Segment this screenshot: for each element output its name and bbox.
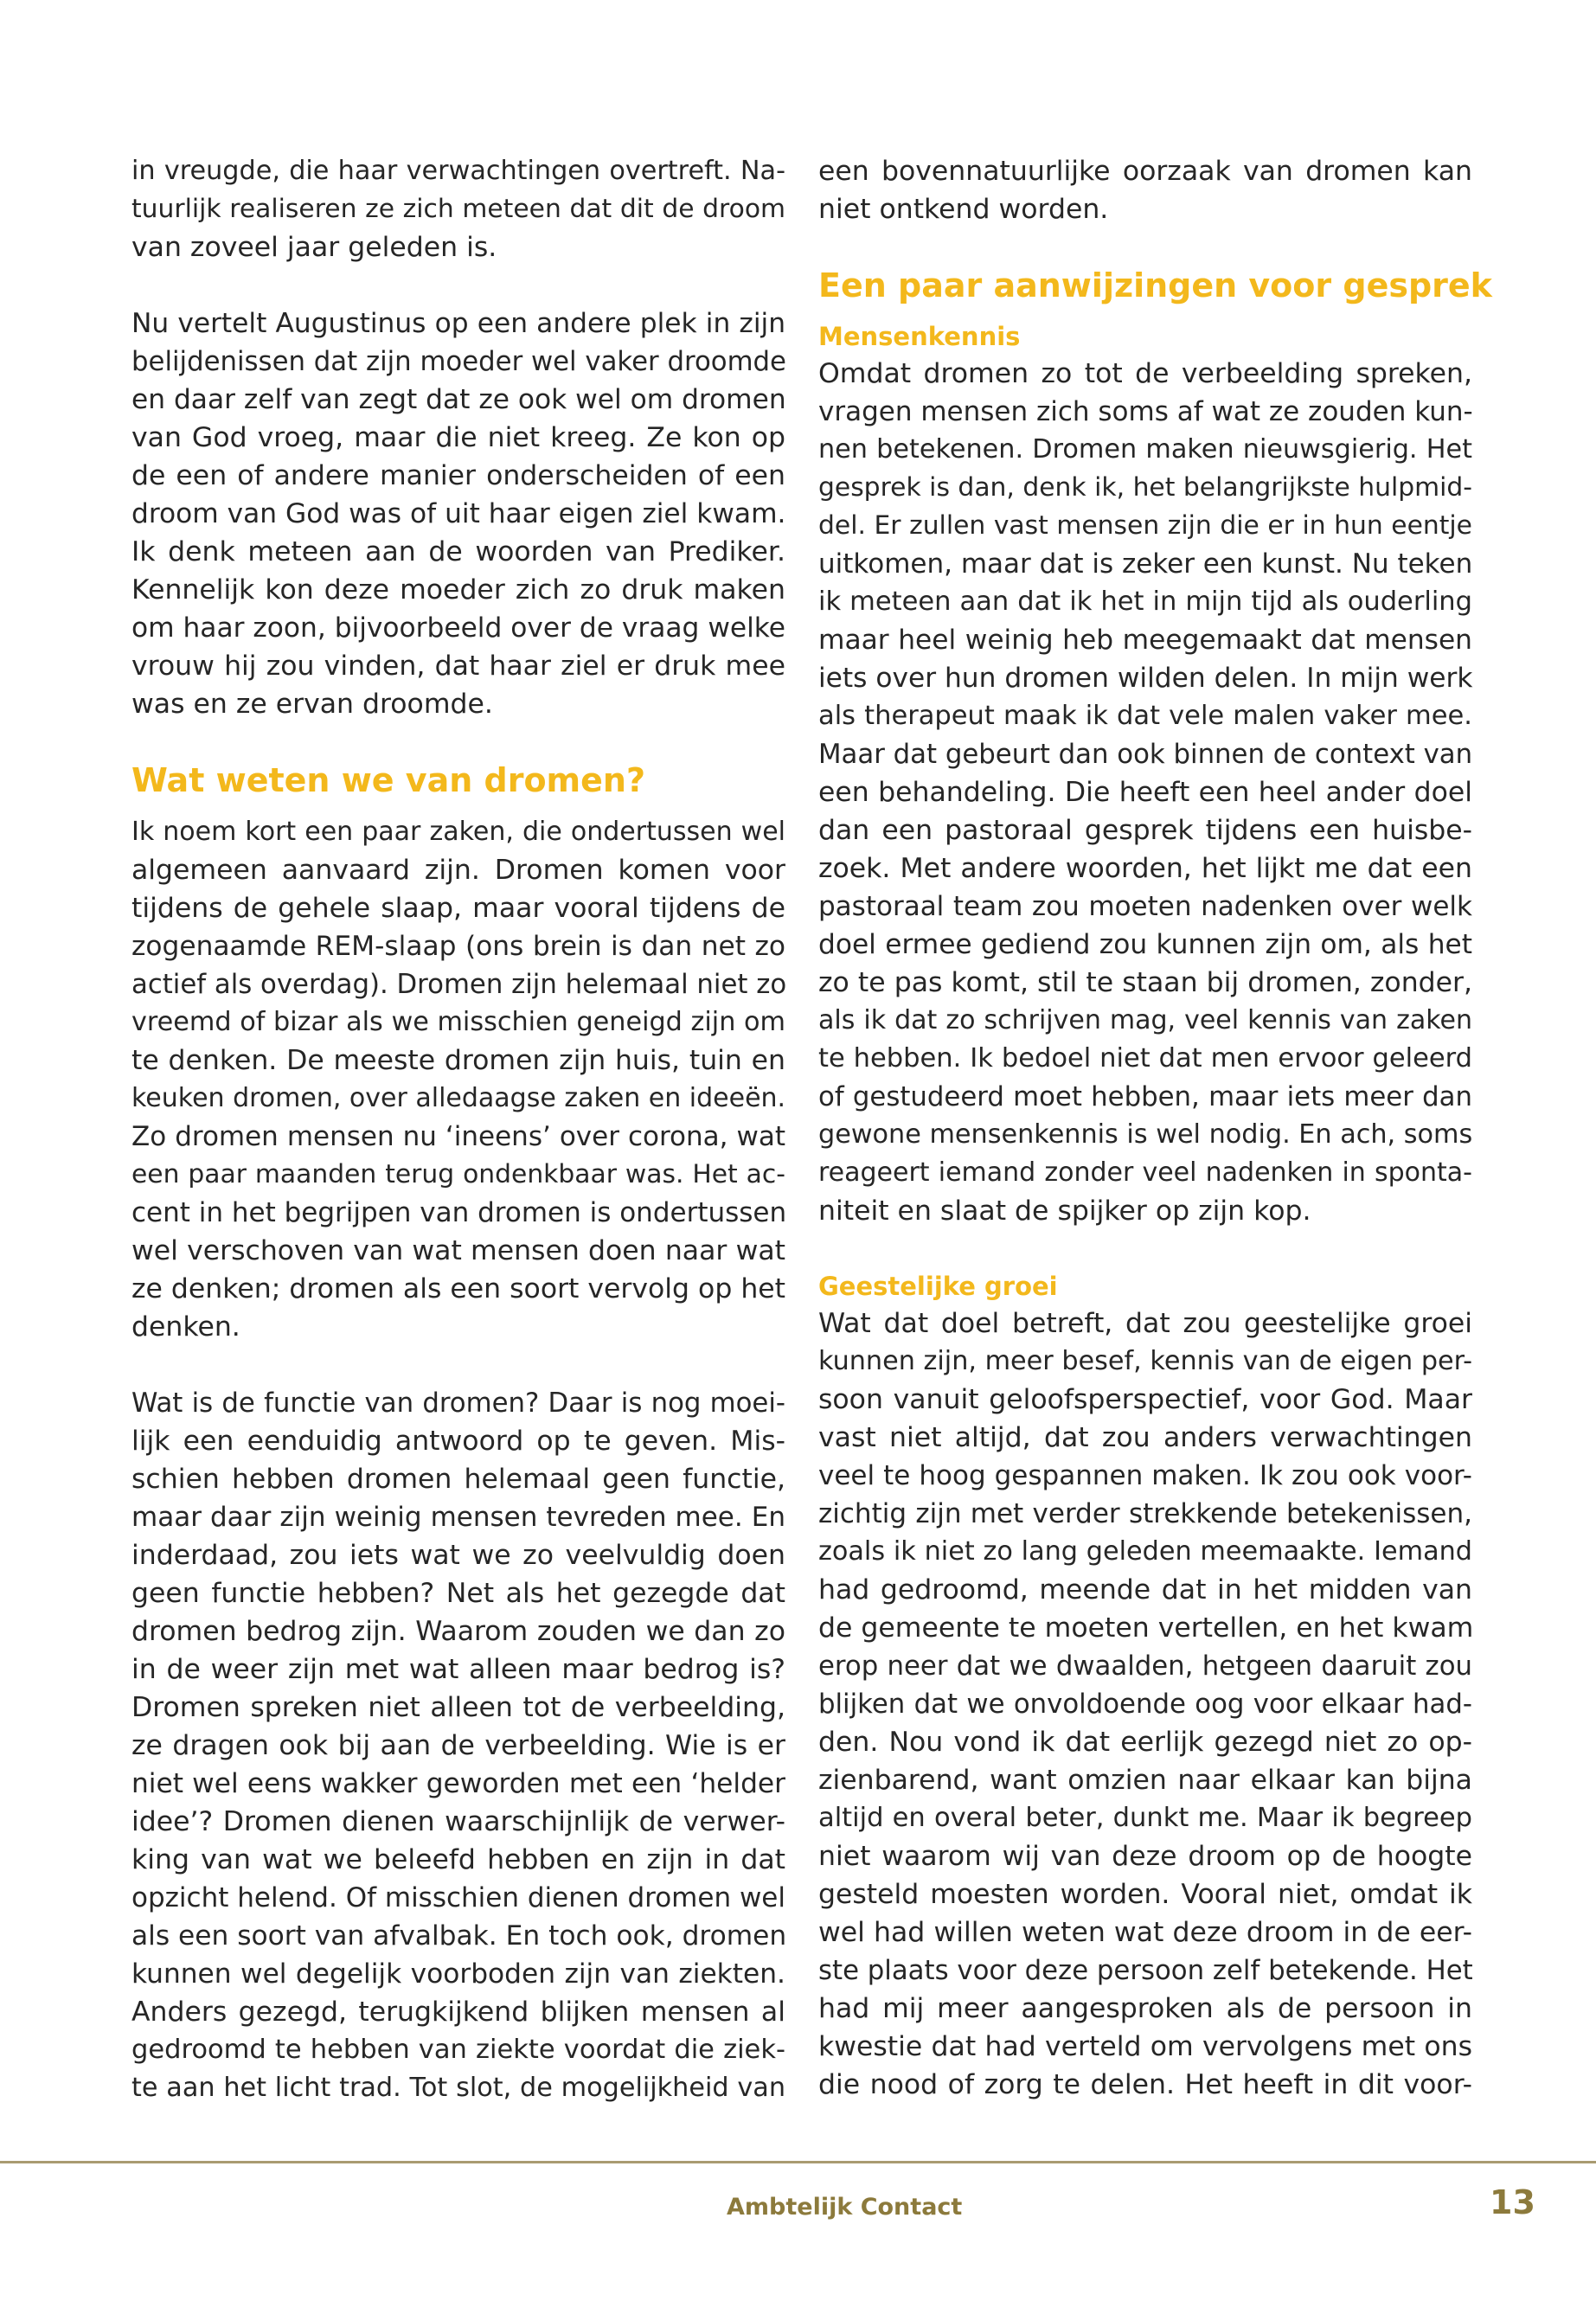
text-line: vragen mensen zich soms af wat ze zouden kun- — [818, 396, 1473, 427]
paragraph-gap — [131, 1346, 785, 1384]
left-para-2 — [131, 304, 785, 723]
text-line: gewone mensenkennis is wel nodig. En ach, soms — [818, 1119, 1473, 1150]
text-line: gedroomd te hebben van ziekte voordat die ziek- — [131, 2035, 785, 2065]
text-line: van zoveel jaar geleden is. — [131, 232, 497, 263]
text-line: veel te hoog gespannen maken. Ik zou ook voor- — [818, 1460, 1472, 1491]
right-para-3 — [818, 1304, 1472, 2104]
text-line: als therapeut maak ik dat vele malen vaker mee. — [818, 701, 1472, 731]
text-line: niet waarom wij van deze droom op de hoogte — [818, 1841, 1472, 1872]
text-line: Wat is de functie van dromen? Daar is nog moei- — [131, 1388, 785, 1419]
text-line: schien hebben dromen helemaal geen functie, — [131, 1464, 785, 1495]
text-line: dromen bedrog zijn. Waarom zouden we dan zo — [131, 1616, 785, 1647]
text-line: dan een pastoraal gesprek tijdens een huisbe- — [818, 815, 1472, 846]
text-line: uitkomen, maar dat is zeker een kunst. Nu teken — [818, 548, 1473, 580]
text-line: ze denken; dromen als een soort vervolg op het — [131, 1273, 786, 1304]
text-line: Omdat dromen zo tot de verbeelding spreken, — [818, 358, 1472, 389]
text-line: altijd en overal beter, dunkt me. Maar ik begreep — [818, 1803, 1472, 1833]
text-line: zoek. Met andere woorden, het lijkt me dat een — [818, 853, 1472, 884]
text-line: lijk een eenduidig antwoord op te geven. Mis- — [131, 1426, 785, 1457]
section-heading-gesprek: Een paar aanwijzingen voor gesprek — [818, 266, 1492, 304]
text-line: soon vanuit geloofsperspectief, voor God. Maar — [818, 1384, 1472, 1415]
text-line: maar daar zijn weinig mensen tevreden mee. En — [131, 1502, 785, 1533]
paragraph-gap — [131, 266, 785, 304]
text-line: geen functie hebben? Net als het gezegde dat — [131, 1578, 785, 1609]
text-line: zichtig zijn met verder strekkende betekenissen, — [818, 1498, 1472, 1529]
text-line: Ik denk meteen aan de woorden van Prediker. — [131, 536, 785, 567]
text-line: vreemd of bizar als we misschien geneigd zijn om — [131, 1007, 785, 1037]
text-line: idee’? Dromen dienen waarschijnlijk de verwer- — [131, 1806, 785, 1837]
text-line: de gemeente te moeten vertellen, en het kwam — [818, 1612, 1474, 1644]
text-line: als ik dat zo schrijven mag, veel kennis van zaken — [818, 1005, 1472, 1035]
footer-magazine-title: Ambtelijk Contact — [727, 2194, 963, 2221]
text-line: of gestudeerd moet hebben, maar iets meer dan — [818, 1081, 1472, 1112]
text-line: actief als overdag). Dromen zijn helemaal niet zo — [131, 969, 787, 1000]
text-line: iets over hun dromen wilden delen. In mijn werk — [818, 663, 1473, 694]
text-line: zienbarend, want omzien naar elkaar kan bijna — [818, 1765, 1472, 1796]
text-line: ik meteen aan dat ik het in mijn tijd als ouderling — [818, 586, 1472, 617]
text-line: Wat dat doel betreft, dat zou geestelijke groei — [818, 1308, 1472, 1339]
text-line: van God vroeg, maar die niet kreeg. Ze kon op — [131, 422, 785, 453]
subheading-geestelijke-groei: Geestelijke groei — [818, 1272, 1058, 1301]
text-line: gesteld moesten worden. Vooral niet, omdat ik — [818, 1879, 1472, 1910]
left-para-1 — [131, 152, 785, 266]
text-line: Dromen spreken niet alleen tot de verbeelding, — [131, 1692, 785, 1723]
text-line: algemeen aanvaard zijn. Dromen komen voor — [131, 855, 785, 886]
text-line: een bovennatuurlijke oorzaak van dromen kan — [818, 156, 1472, 187]
text-line: inderdaad, zou iets wat we zo veelvuldig doen — [131, 1540, 785, 1571]
text-line: niteit en slaat de spijker op zijn kop. — [818, 1195, 1311, 1227]
text-line: Kennelijk kon deze moeder zich zo druk maken — [131, 574, 785, 606]
page-number: 13 — [1490, 2183, 1535, 2221]
section-heading-dromen: Wat weten we van dromen? — [131, 761, 646, 799]
text-line: en daar zelf van zegt dat ze ook wel om dromen — [131, 384, 786, 415]
text-line: reageert iemand zonder veel nadenken in sponta- — [818, 1157, 1472, 1188]
text-line: doel ermee gediend zou kunnen zijn om, als het — [818, 929, 1472, 960]
text-line: was en ze ervan droomde. — [131, 689, 493, 720]
text-line: kunnen wel degelijk voorboden zijn van ziekten. — [131, 1958, 785, 1990]
text-line: pastoraal team zou moeten nadenken over welk — [818, 891, 1472, 922]
text-line: maar heel weinig heb meegemaakt dat mensen — [818, 625, 1472, 656]
text-line: tuurlijk realiseren ze zich meteen dat dit de droom — [131, 194, 785, 224]
text-line: gesprek is dan, denk ik, het belangrijkste hulpmid- — [818, 472, 1472, 503]
text-line: had gedroomd, meende dat in het midden van — [818, 1574, 1472, 1606]
text-line: niet ontkend worden. — [818, 194, 1109, 225]
right-para-1 — [818, 152, 1472, 228]
text-line: vast niet altijd, dat zou anders verwachtingen — [818, 1422, 1472, 1453]
text-line: een behandeling. Die heeft een heel ander doel — [818, 777, 1472, 808]
text-line: tijdens de gehele slaap, maar vooral tijdens de — [131, 893, 785, 924]
text-line: te hebben. Ik bedoel niet dat men ervoor geleerd — [818, 1043, 1472, 1074]
text-line: ste plaats voor deze persoon zelf betekende. Het — [818, 1955, 1473, 1986]
text-line: nen betekenen. Dromen maken nieuwsgierig. Het — [818, 434, 1472, 465]
text-line: wel had willen weten wat deze droom in de eer- — [818, 1917, 1472, 1948]
paragraph-gap — [818, 1230, 1472, 1268]
left-para-4 — [131, 1384, 785, 2107]
text-line: Ik noem kort een paar zaken, die ondertussen wel — [131, 817, 785, 847]
right-para-2 — [818, 355, 1472, 1230]
text-line: Anders gezegd, terugkijkend blijken mensen al — [131, 1997, 785, 2028]
text-line: een paar maanden terug ondenkbaar was. Het ac- — [131, 1159, 785, 1189]
text-line: ze dragen ook bij aan de verbeelding. Wie is er — [131, 1730, 785, 1761]
text-line: droom van God was of uit haar eigen ziel kwam. — [131, 498, 786, 529]
text-line: cent in het begrijpen van dromen is ondertussen — [131, 1197, 787, 1228]
text-line: belijdenissen dat zijn moeder wel vaker droomde — [131, 346, 786, 377]
text-line: zoals ik niet zo lang geleden meemaakte. Iemand — [818, 1536, 1472, 1567]
text-line: blijken dat we onvoldoende oog voor elkaar had- — [818, 1689, 1472, 1720]
text-line: den. Nou vond ik dat eerlijk gezegd niet zo op- — [818, 1727, 1472, 1758]
footer-rule — [0, 2161, 1596, 2163]
text-line: de een of andere manier onderscheiden of een — [131, 460, 785, 491]
text-line: Zo dromen mensen nu ‘ineens’ over corona, wat — [131, 1121, 785, 1152]
text-line: in vreugde, die haar verwachtingen overtreft. Na- — [131, 156, 785, 186]
subheading-mensenkennis: Mensenkennis — [818, 322, 1021, 351]
text-line: king van wat we beleefd hebben en zijn in dat — [131, 1844, 785, 1875]
text-line: Nu vertelt Augustinus op een andere plek in zijn — [131, 308, 785, 339]
text-line: had mij meer aangesproken als de persoon in — [818, 1993, 1472, 2024]
text-line: del. Er zullen vast mensen zijn die er in hun eentje — [818, 510, 1472, 541]
text-line: denken. — [131, 1311, 240, 1343]
text-line: niet wel eens wakker geworden met een ‘helder — [131, 1768, 785, 1799]
left-para-3 — [131, 813, 785, 1346]
text-line: als een soort van afvalbak. En toch ook, dromen — [131, 1920, 787, 1952]
right-column — [818, 152, 1492, 2104]
text-line: te denken. De meeste dromen zijn huis, tuin en — [131, 1045, 785, 1076]
text-line: erop neer dat we dwaalden, hetgeen daaruit zou — [818, 1650, 1472, 1682]
text-line: wel verschoven van wat mensen doen naar wat — [131, 1235, 785, 1266]
text-line: Maar dat gebeurt dan ook binnen de context van — [818, 739, 1473, 770]
text-line: keuken dromen, over alledaagse zaken en ideeën. — [131, 1083, 786, 1113]
text-line: kwestie dat had verteld om vervolgens met ons — [818, 2031, 1472, 2062]
text-line: zogenaamde REM-slaap (ons brein is dan net zo — [131, 931, 785, 962]
text-line: te aan het licht trad. Tot slot, de mogelijkheid van — [131, 2073, 785, 2103]
text-line: opzicht helend. Of misschien dienen dromen wel — [131, 1882, 785, 1913]
text-line: in de weer zijn met wat alleen maar bedrog is? — [131, 1654, 785, 1685]
text-line: vrouw hij zou vinden, dat haar ziel er druk mee — [131, 651, 785, 682]
left-column — [131, 152, 785, 2107]
paragraph-gap — [131, 723, 785, 747]
text-line: die nood of zorg te delen. Het heeft in dit voor- — [818, 2069, 1472, 2100]
text-line: kunnen zijn, meer besef, kennis van de eigen per- — [818, 1346, 1473, 1376]
text-line: zo te pas komt, stil te staan bij dromen, zonder, — [818, 967, 1472, 998]
paragraph-gap — [818, 228, 1472, 253]
text-line: om haar zoon, bijvoorbeeld over de vraag welke — [131, 612, 785, 644]
